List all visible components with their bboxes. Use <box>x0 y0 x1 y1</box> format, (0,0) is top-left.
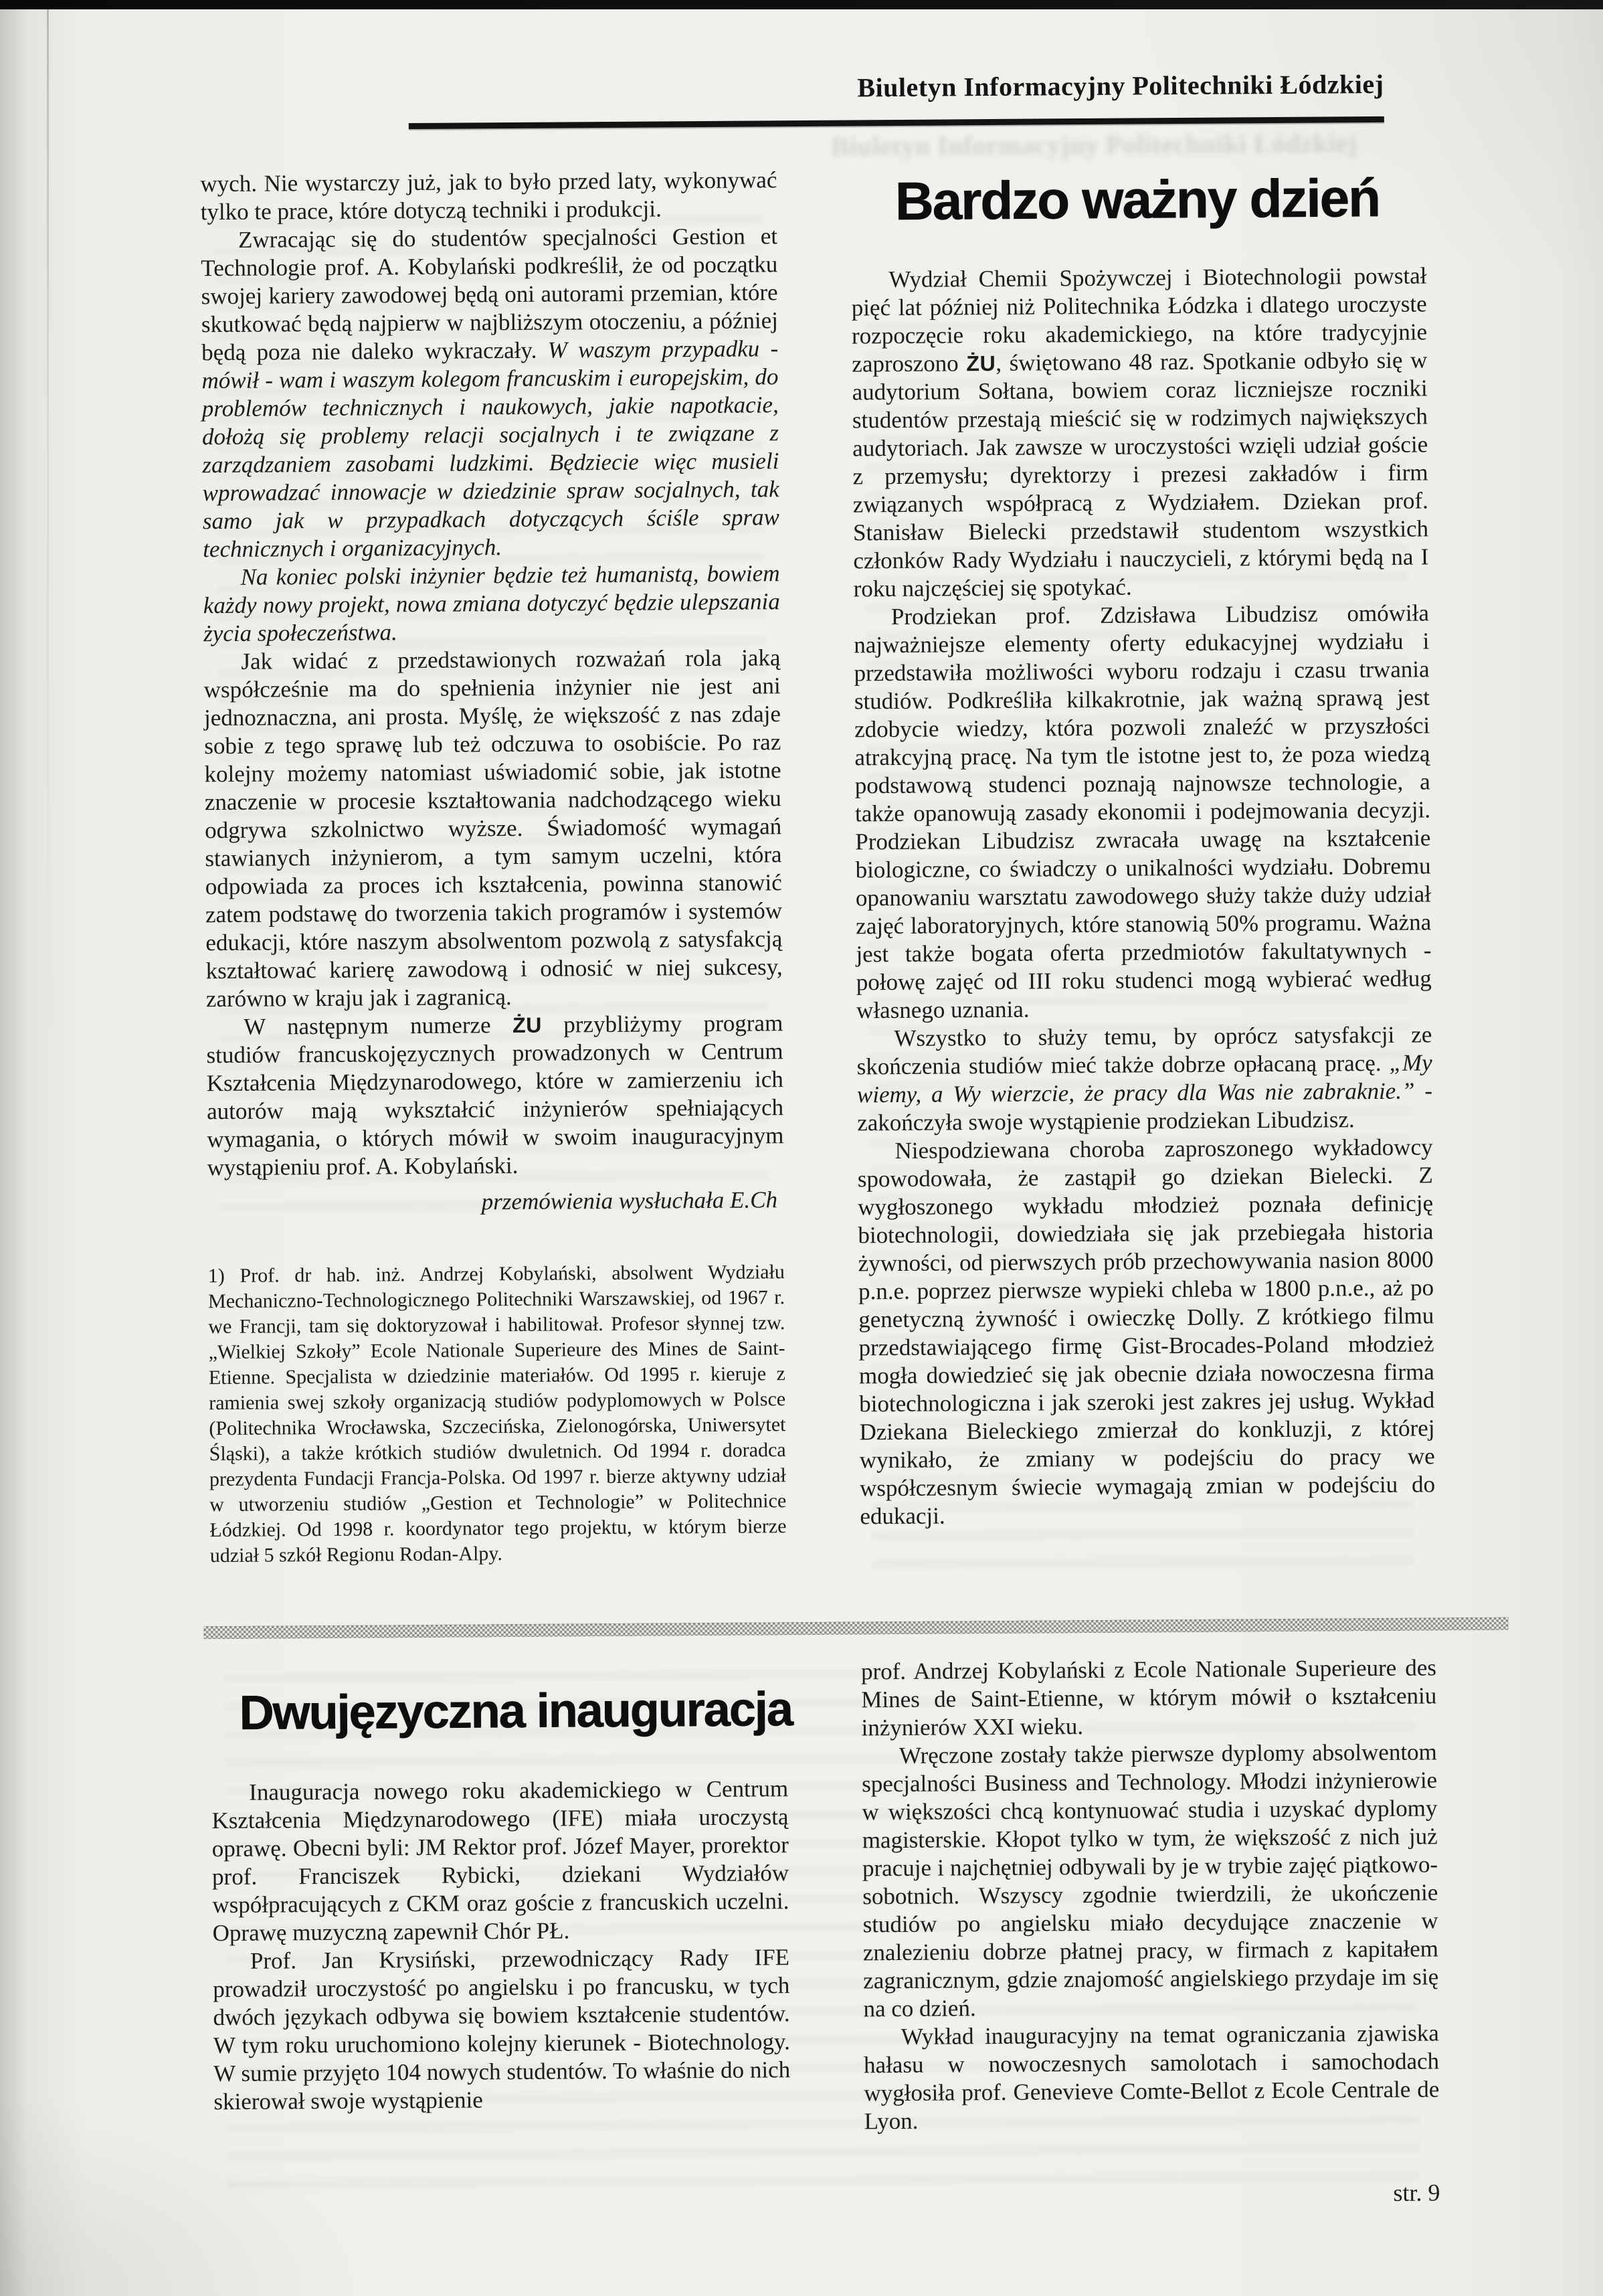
text-segment: , świętowano 48 raz. Spotkanie odbyło się w audytorium Sołtana, bowiem coraz liczniejsze roczniki studentów przestają mieścić się w rodzimych największych audytoriach. Jak zawsze w uroczystości wzięli udział goście z przemysłu; dyrektorzy i prezesi zakładów i firm związanych współpracą z Wydziałem. Dziekan prof. Stanisław Bielecki przedstawił studentom wszystkich członków Rady Wydziału i nauczycieli, z którymi będą na I roku najczęściej się spotykać. <box>852 347 1429 602</box>
paragraph <box>201 222 779 563</box>
paragraph: Inauguracja nowego roku akademickiego w Centrum Kształcenia Międzynarodowego (IFE) miała uroczystą oprawę. Obecni byli: JM Rektor prof. Józef Mayer, prorektor prof. Franciszek Rybicki, dziekani Wydziałów współpracujących z CKM oraz goście z francuskich uczelni. Oprawę muzyczną zapewnił Chór PŁ. <box>211 1775 789 1947</box>
paragraph: Wręczone zostały także pierwsze dyplomy absolwentom specjalności Business and Technology. Młodzi inżynierowie w większości chcą kontynuować studia i uzyskać dyplomy magisterskie. Kłopot tylko w tym, że większość z nich już pracuje i najchętniej odbywali by je w trybie zajęć piątkowo-sobotnich. Wszyscy zgodnie twierdzili, że ukończenie studiów po angielsku miało decydujące znaczenie w znalezieniu dobrze płatnej pracy, w firmach z kapitałem zagranicznym, gdzie znajomość angielskiego przydaje im się na co dzień. <box>862 1739 1439 2022</box>
paragraph: Jak widać z przedstawionych rozważań rola jaką współcześnie ma do spełnienia inżynier nie jest ani jednoznaczna, ani prosta. Myślę, że większość z nas zdaje sobie z tego sprawę lub też odczuwa to osobiście. Po raz kolejny możemy natomiast uświadomić sobie, jak istotne znaczenie w procesie kształtowania nadchodzącego wieku odgrywa szkolnictwo wyższe. Świadomość wymagań stawianych inżynierom, a tym samym uczelni, która odpowiada za proces ich kształcenia, powinna stanowić zatem podstawę do tworzenia takich programów i systemów edukacji, które naszym absolwentom pozwolą z satysfakcją kształtować karierę zawodową i odnosić w niej sukcesy, zarówno w kraju jak i zagranicą. <box>203 644 783 1012</box>
left-column <box>200 166 787 1569</box>
paragraph <box>851 262 1428 603</box>
text-segment: Wszystko to służy temu, by oprócz satysfakcji ze skończenia studiów mieć także dobrze opłacaną pracę. <box>856 1021 1432 1080</box>
author-signature: przemówienia wysłuchała E.Ch <box>481 1186 778 1215</box>
zu-magazine-logo: ŻU <box>512 1012 543 1038</box>
text-segment: W następnym numerze <box>244 1012 513 1040</box>
running-head-ghost: Biuletyn Informacyjny Politechniki Łódzkiej <box>830 128 1358 162</box>
paragraph: prof. Andrzej Kobylański z Ecole Nationale Superieure des Mines de Saint-Etienne, w którym mówił o kształceniu inżynierów XXI wieku. <box>860 1654 1437 1741</box>
article-title-important-day: Bardzo ważny dzień <box>894 167 1380 231</box>
section-divider <box>203 1617 1508 1640</box>
text-segment: Zwracając się do studentów specjalności Gestion et Technologie prof. A. Kobylański podkreślił, że od początku swojej kariery zawodowej będą oni autorami przemian, które skutkować będą najpierw w najbliższym otoczeniu, a później będą poza nie daleko wykraczały. <box>201 223 779 366</box>
page-number: str. 9 <box>1393 2179 1440 2206</box>
text-segment: - zakończyła swoje wystąpienie prodziekan Libudzisz. <box>857 1077 1433 1136</box>
paragraph <box>856 1021 1432 1137</box>
text-segment: Wydział Chemii Spożywczej i Biotechnologii powstał pięć lat później niż Politechnika Łódzka i dlatego uroczyste rozpoczęcie roku akademickiego, na które tradycyjnie zaproszono <box>851 262 1428 377</box>
text-segment: przybliżymy program studiów francuskojęzycznych prowadzonych w Centrum Kształcenia Międzynarodowego, które w zamierzeniu ich autorów mają wykształcić inżynierów spełniających wymagania, o których mówił w swoim inauguracyjnym wystąpieniu prof. A. Kobylański. <box>206 1010 784 1181</box>
paragraph: Prof. Jan Krysiński, przewodniczący Rady IFE prowadził uroczystość po angielsku i po francusku, w tych dwóch językach odbywa się bowiem kształcenie studentów. W tym roku uruchomiono kolejny kierunek - Biotechnology. W sumie przyjęto 104 nowych studentów. To właśnie do nich skierował swoje wystąpienie <box>213 1944 791 2115</box>
article-title-bilingual-inauguration: Dwujęzyczna inauguracja <box>239 1682 792 1740</box>
footnote: 1) Prof. dr hab. inż. Andrzej Kobylański, absolwent Wydziału Mechaniczno-Technologicznego Politechniki Warszawskiej, od 1967 r. we Francji, tam się doktoryzował i habilitował. Profesor słynnej tzw. „Wielkiej Szkoły” Ecole Nationale Superieure des Mines de Saint-Etienne. Specjalista w dziedzinie materiałów. Od 1995 r. kieruje z ramienia swej szkoły organizacją studiów podyplomowych w Polsce (Politechnika Wrocławska, Szczecińska, Zielonogórska, Uniwersytet Śląski), a także krótkich studiów dwuletnich. Od 1994 r. doradca prezydenta Fundacji Francja-Polska. Od 1997 r. bierze aktywny udział w utworzeniu studiów „Gestion et Technologie” w Politechnice Łódzkiej. Od 1998 r. koordynator tego projektu, w którym bierze udział 5 szkół Regionu Rodan-Alpy. <box>207 1261 787 1567</box>
paragraph: Wykład inauguracyjny na temat ograniczania zjawiska hałasu w nowoczesnych samolotach i samochodach wygłosiła prof. Genevieve Comte-Bellot z Ecole Centrale de Lyon. <box>863 2020 1440 2135</box>
paragraph: Prodziekan prof. Zdzisława Libudzisz omówiła najważniejsze elementy oferty edukacyjnej wydziału i przedstawiła możliwości wyboru rodzaju i czasu trwania studiów. Podkreśliła kilkakrotnie, jak ważną sprawą jest zdobycie wiedzy, która pozwoli znaleźć w przyszłości atrakcyjną pracę. Na tym tle istotne jest to, że poza wiedzą podstawową studenci poznają najnowsze technologie, a także opanowują zasady ekonomii i podejmowania decyzji. Prodziekan Libudzisz zwracała uwagę na kształcenie biologiczne, co świadczy o unikalności wydziału. Dobremu opanowaniu warsztatu zawodowego służy także duży udział zajęć laboratoryjnych, które stanowią 50% programu. Ważna jest także bogata oferta przedmiotów fakultatywnych - połowę zajęć od III roku studenci mogą wybierać według własnego uznania. <box>854 600 1432 1024</box>
paragraph-italic: Na koniec polski inżynier będzie też humanistą, bowiem każdy nowy projekt, nowa zmiana dotyczyć będzie ulepszania życia społeczeństwa. <box>203 560 780 647</box>
header-rule <box>409 116 1384 129</box>
bottom-right-column <box>861 1654 1440 2135</box>
paragraph <box>206 1009 784 1182</box>
running-head: Biuletyn Informacyjny Politechniki Łódzkiej <box>857 68 1384 103</box>
text-segment-italic: W waszym przypadku - mówił - wam i waszym kolegom francuskim i europejskim, do problemów technicznych i naukowych, jakie napotkacie, dołożą się problemy relacji socjalnych i te związane z zarządzaniem zasobami ludzkimi. Będziecie więc musieli wprowadzać innowacje w dziedzinie spraw socjalnych, tak samo jak w przypadkach dotyczących ściśle spraw technicznych i organizacyjnych. <box>201 335 780 563</box>
bottom-left-column <box>211 1775 790 2116</box>
paragraph: wych. Nie wystarczy już, jak to było przed laty, wykonywać tylko te prace, które dotyczą techniki i produkcji. <box>200 167 777 226</box>
quote-italic: „My wiemy, a Wy wierzcie, że pracy dla Was nie zabraknie.” <box>856 1049 1432 1108</box>
zu-magazine-logo: ŻU <box>966 351 996 376</box>
paragraph: Niespodziewana choroba zaproszonego wykładowcy spowodowała, że zastąpił go dziekan Bielecki. Z wygłoszonego wykładu młodzież poznała definicję biotechnologii, dowiedziała się jak przebiegała historia żywności, od pierwszych prób przechowywania nasion 8000 p.n.e. poprzez pierwsze wypieki chleba w 1800 p.n.e., aż po genetyczną żywność i owieczkę Dolly. Z krótkiego filmu przedstawiającego firmę Gist-Brocades-Poland młodzież mogła dowiedzieć się jak obecnie działa nowoczesna firma biotechnologiczna i jak szeroki jest zakres jej usług. Wykład Dziekana Bieleckiego zmierzał do konkluzji, z której wynikało, że zmiany w podejściu do pracy we współczesnym świecie wymagają zmian w podejściu do edukacji. <box>857 1134 1436 1530</box>
right-column <box>851 262 1435 1530</box>
